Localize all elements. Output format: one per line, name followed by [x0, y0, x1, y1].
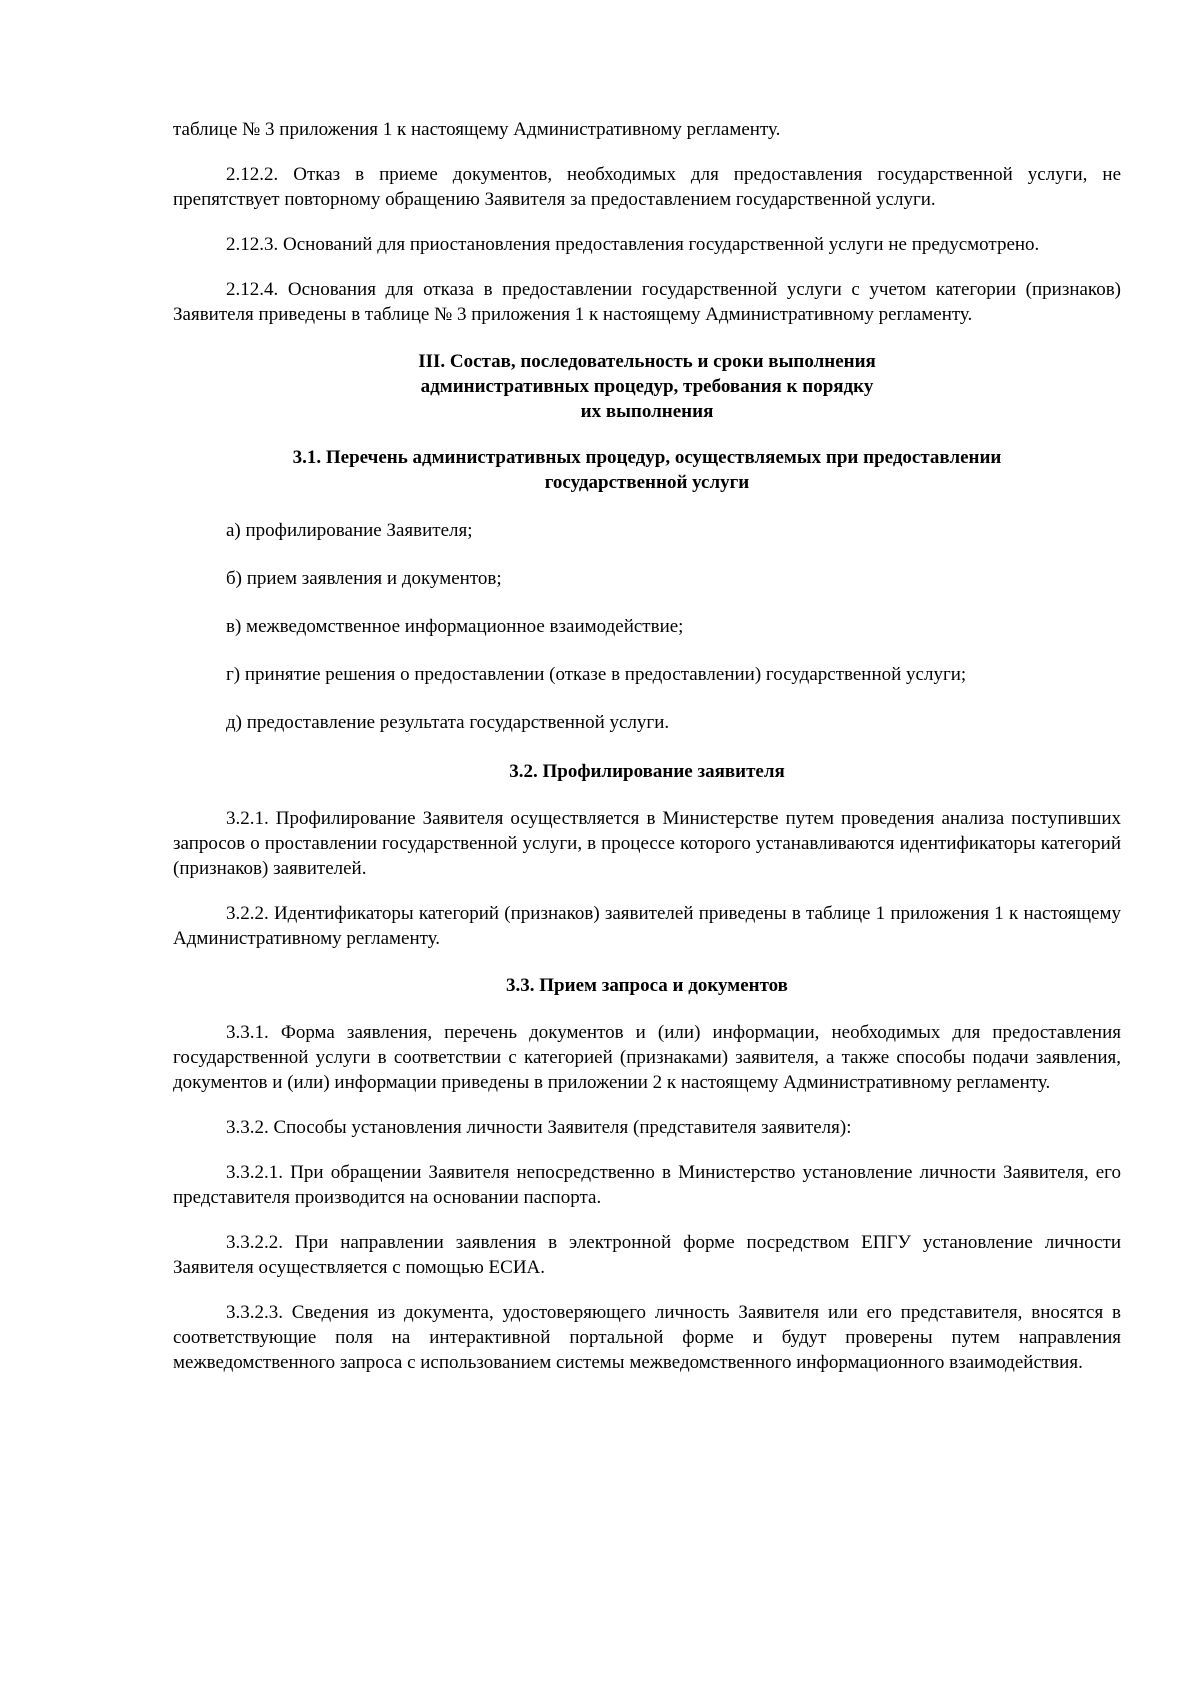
procedure-list-item: а) профилирование Заявителя; — [226, 520, 473, 541]
section-3-1-title-line: государственной услуги — [544, 472, 750, 493]
paragraph-3-3-2-1: 3.3.2.1. При обращении Заявителя непосредственно в Министерство установление личности Заявителя, его представителя производится на основании паспорта. — [173, 1162, 1121, 1208]
paragraph-3-3-2-3: 3.3.2.3. Сведения из документа, удостоверяющего личность Заявителя или его представителя, вносятся в соответствующие поля на интерактивной портальной форме и будут проверены путем направления межведомственного запроса с использованием системы межведомственного информационного взаимодействия. — [173, 1302, 1121, 1373]
paragraph-2-12-4: 2.12.4. Основания для отказа в предоставлении государственной услуги с учетом категории (признаков) Заявителя приведены в таблице № 3 приложения 1 к настоящему Административному регламенту. — [173, 279, 1121, 325]
document-body — [173, 117, 1121, 1375]
paragraph-2-12-2: 2.12.2. Отказ в приеме документов, необходимых для предоставления государственной услуги, не препятствует повторному обращению Заявителя за предоставлением государственной услуги. — [173, 164, 1121, 210]
section-3-2-heading: 3.2. Профилирование заявителя — [509, 761, 785, 782]
paragraph-table-reference: таблице № 3 приложения 1 к настоящему Административному регламенту. — [173, 119, 781, 140]
section-3-title-line: административных процедур, требования к порядку — [420, 376, 874, 397]
procedure-list-item: в) межведомственное информационное взаимодействие; — [226, 616, 684, 637]
section-3-title-line: III. Состав, последовательность и сроки выполнения — [418, 351, 876, 372]
section-3-1-heading — [173, 445, 1121, 495]
paragraph-2-12-3: 2.12.3. Оснований для приостановления предоставления государственной услуги не предусмотрено. — [226, 234, 1040, 255]
procedure-list-item: б) прием заявления и документов; — [226, 568, 502, 589]
section-3-heading — [173, 349, 1121, 424]
section-3-title-line: их выполнения — [580, 401, 714, 422]
paragraph-3-2-1: 3.2.1. Профилирование Заявителя осуществляется в Министерстве путем проведения анализа поступивших запросов о проставлении государственной услуги, в процессе которого устанавливаются идентификаторы категорий (признаков) заявителей. — [173, 808, 1121, 879]
section-3-3-heading: 3.3. Прием запроса и документов — [506, 975, 788, 996]
procedure-list-item: д) предоставление результата государственной услуги. — [226, 712, 670, 733]
paragraph-3-3-2-2: 3.3.2.2. При направлении заявления в электронной форме посредством ЕПГУ установление личности Заявителя осуществляется с помощью ЕСИА. — [173, 1232, 1121, 1278]
section-3-1-title-line: 3.1. Перечень административных процедур, осуществляемых при предоставлении — [292, 447, 1002, 468]
procedure-list-item: г) принятие решения о предоставлении (отказе в предоставлении) государственной услуги; — [226, 664, 967, 685]
paragraph-3-2-2: 3.2.2. Идентификаторы категорий (признаков) заявителей приведены в таблице 1 приложения 1 к настоящему Административному регламенту. — [173, 903, 1121, 949]
paragraph-3-3-2: 3.3.2. Способы установления личности Заявителя (представителя заявителя): — [226, 1117, 852, 1138]
paragraph-3-3-1: 3.3.1. Форма заявления, перечень документов и (или) информации, необходимых для предоставления государственной услуги в соответствии с категорией (признаками) заявителя, а также способы подачи заявления, документов и (или) информации приведены в приложении 2 к настоящему Административному регламенту. — [173, 1022, 1121, 1093]
